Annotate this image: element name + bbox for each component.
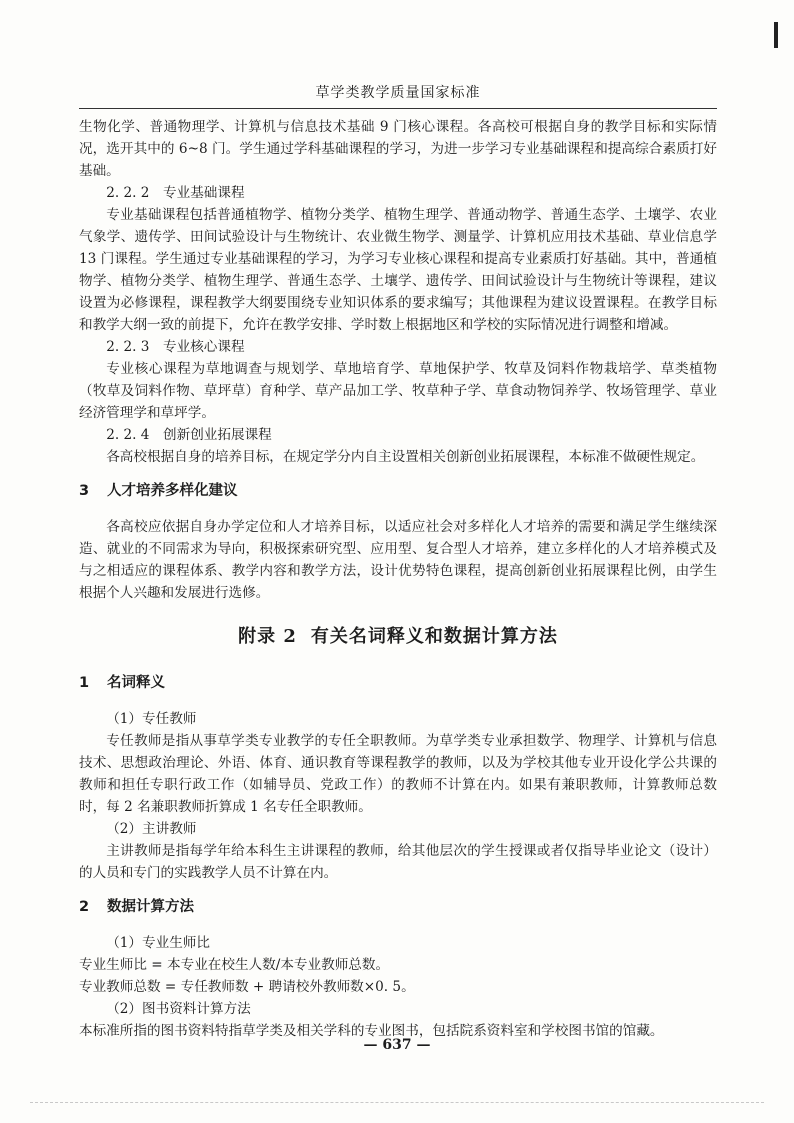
calc-2-heading: （2）图书资料计算方法: [106, 1001, 251, 1017]
section-3-title: 人才培养多样化建议: [107, 483, 238, 499]
section-3-body: 各高校应依据自身办学定位和人才培养目标，以适应社会对多样化人才培养的需要和满足学生继续深造、就业的不同需求为导向，积极探索研究型、应用型、复合型人才培养，建立多样化的人才培养模式及与之相适应的课程体系、教学内容和教学方法，设计优势特色课程，提高创新创业拓展课程比例，由学生根据个人兴趣和发展进行选修。: [79, 519, 717, 601]
section-2-2-3-body: 专业核心课程为草地调查与规划学、草地培育学、草地保护学、牧草及饲料作物栽培学、草类植物（牧草及饲料作物、草坪草）育种学、草产品加工学、牧草种子学、草食动物饲养学、牧场管理学、草业经济管理学和草坪学。: [79, 361, 717, 421]
running-header: 草学类教学质量国家标准: [315, 85, 481, 101]
appendix-section-2-title: 数据计算方法: [107, 899, 194, 915]
term-2-body: 主讲教师是指每学年给本科生主讲课程的教师，给其他层次的学生授课或者仅指导毕业论文（设计）的人员和专门的实践教学人员不计算在内。: [79, 843, 717, 881]
appendix-title: [79, 626, 717, 648]
section-3-heading: [79, 480, 717, 502]
page-body: [79, 116, 717, 1042]
calc-2-body: 本标准所指的图书资料特指草学类及相关学科的专业图书，包括院系资料室和学校图书馆的馆藏。: [79, 1023, 664, 1039]
section-2-2-4-body: 各高校根据自身的培养目标，在规定学分内自主设置相关创新创业拓展课程，本标准不做硬性规定。: [106, 449, 705, 465]
term-1-heading: （1）专任教师: [106, 711, 197, 727]
appendix-title-text: 有关名词释义和数据计算方法: [310, 626, 558, 647]
appendix-section-2-heading: [79, 896, 717, 918]
appendix-section-1-number: 1: [79, 675, 90, 691]
scan-bottom-edge: [30, 1102, 764, 1103]
appendix-section-1-heading: [79, 672, 717, 694]
page-number: — 637 —: [363, 1037, 431, 1053]
continuation-paragraph: 生物化学、普通物理学、计算机与信息技术基础 9 门核心课程。各高校可根据自身的教学目标和实际情况，选开其中的 6~8 门。学生通过学科基础课程的学习，为进一步学习专业基础课程和提高综合素质打好基础。: [79, 119, 717, 179]
section-3-number: 3: [79, 483, 90, 499]
appendix-section-2-number: 2: [79, 899, 90, 915]
calc-1-heading: （1）专业生师比: [106, 935, 210, 951]
calc-1-formula-1: 专业生师比 = 本专业在校生人数/本专业教师总数。: [79, 957, 390, 973]
section-2-2-4-heading: 2. 2. 4 创新创业拓展课程: [106, 427, 272, 443]
section-2-2-2-heading: 2. 2. 2 专业基础课程: [106, 185, 245, 201]
term-1-body: 专任教师是指从事草学类专业教学的专任全职教师。为草学类专业承担数学、物理学、计算机与信息技术、思想政治理论、外语、体育、通识教育等课程教学的教师，以及为学校其他专业开设化学公共课的教师和担任专职行政工作（如辅导员、党政工作）的教师不计算在内。如果有兼职教师，计算教师总数时，每 2 名兼职教师折算成 1 名专任全职教师。: [79, 733, 717, 815]
appendix-section-1-title: 名词释义: [107, 675, 165, 691]
scan-edge-mark: [774, 22, 778, 48]
calc-1-formula-2: 专业教师总数 = 专任教师数 + 聘请校外教师数×0. 5。: [79, 979, 415, 995]
appendix-label: 附录 2: [238, 626, 297, 647]
term-2-heading: （2）主讲教师: [106, 821, 197, 837]
header-rule: [79, 108, 717, 109]
section-2-2-3-heading: 2. 2. 3 专业核心课程: [106, 339, 245, 355]
section-2-2-2-body: 专业基础课程包括普通植物学、植物分类学、植物生理学、普通动物学、普通生态学、土壤学、农业气象学、遗传学、田间试验设计与生物统计、农业微生物学、测量学、计算机应用技术基础、草业信息学 13 门课程。学生通过专业基础课程的学习，为学习专业核心课程和提高专业素质打好基础。其中，普通植物学、植物分类学、植物生理学、普通生态学、土壤学、遗传学、田间试验设计与生物统计等课程，建议设置为必修课程，课程教学大纲要围绕专业知识体系的要求编写；其他课程为建议设置课程。在教学目标和教学大纲一致的前提下，允许在教学安排、学时数上根据地区和学校的实际情况进行调整和增减。: [79, 207, 717, 333]
